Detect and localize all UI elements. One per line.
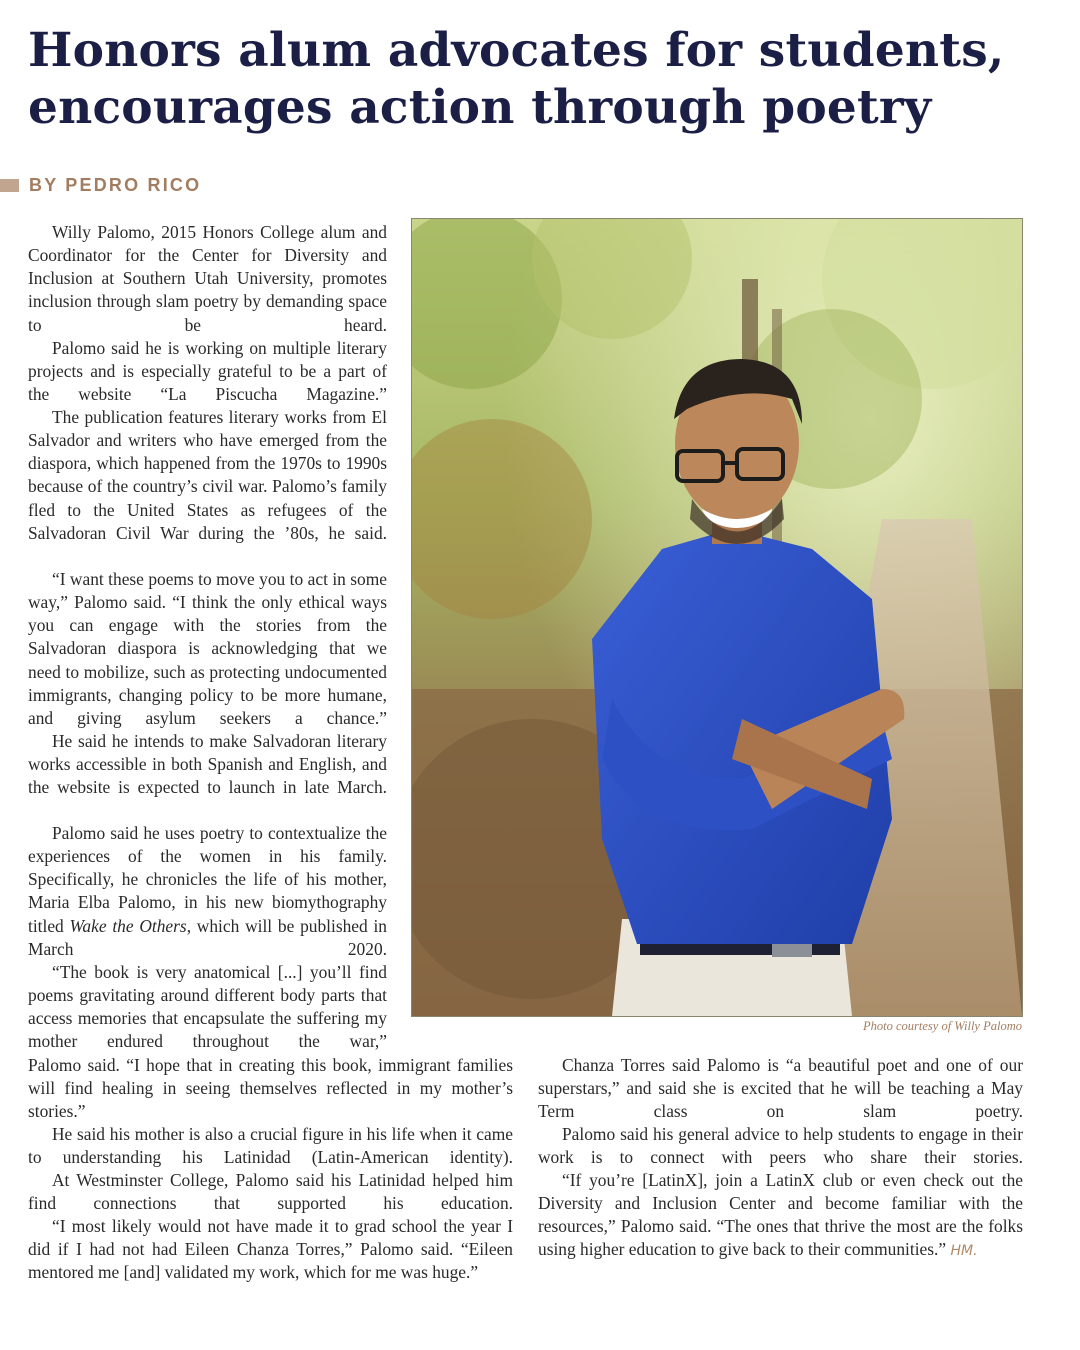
paragraph: Palomo said his general advice to help students to engage in their work is to connect with peers who share their stories. — [538, 1124, 1023, 1168]
paragraph — [28, 822, 387, 961]
paragraph: Willy Palomo, 2015 Honors College alum and Coordinator for the Center for Diversity and Inclusion at Southern Utah University, promotes inclusion through slam poetry by demanding space to be heard. — [28, 222, 387, 335]
paragraph-text: Palomo said he uses poetry to contextualize the experiences of the women in his family. Specifically, he chronicles the life of his mother, Maria Elba Palomo, in his new biomythography titled — [28, 823, 387, 936]
paragraph: “The book is very anatomical [...] you’ll find poems gravitating around different body parts that access memories that encapsulate the suffering my mother endured throughout the war,” — [28, 962, 387, 1052]
paragraph-text: , which will be published in March 2020. — [28, 915, 387, 959]
paragraph: Palomo said he is working on multiple literary projects and is especially grateful to be a part of the website “La Piscucha Magazine.” — [28, 338, 387, 405]
paragraph: Palomo said. “I hope that in creating this book, immigrant families will find healing in seeing themselves reflected in my mother’s stories.” — [28, 1055, 513, 1122]
paragraph: “I most likely would not have made it to grad school the year I did if I had not had Eileen Chanza Torres,” Palomo said. “Eileen mentored me [and] validated my work, which for me was huge.” — [28, 1216, 513, 1283]
paragraph: Chanza Torres said Palomo is “a beautiful poet and one of our superstars,” and said she is excited that he will be teaching a May Term class on slam poetry. — [538, 1055, 1023, 1122]
paragraph: The publication features literary works from El Salvador and writers who have emerged from the diaspora, which happened from the 1970s to 1990s because of the country’s civil war. Palomo’s family fled to the United States as refugees of the Salvadoran Civil War during the ’80s, he said. — [28, 407, 387, 543]
end-mark: HM. — [950, 1243, 978, 1260]
headline-line-1: Honors alum advocates for students, — [28, 23, 1005, 78]
byline-text: BY PEDRO RICO — [29, 174, 202, 195]
portrait-illustration — [412, 219, 1022, 1016]
book-title: Wake the Others — [69, 915, 187, 936]
photo-caption: Photo courtesy of Willy Palomo — [862, 1019, 1022, 1033]
paragraph: He said his mother is also a crucial figure in his life when it came to understanding his Latinidad (Latin-American identity). — [28, 1124, 513, 1168]
byline — [0, 174, 201, 196]
paragraph: At Westminster College, Palomo said his Latinidad helped him find connections that supported his education. — [28, 1170, 513, 1214]
article-headline — [28, 22, 1028, 136]
paragraph: “I want these poems to move you to act in some way,” Palomo said. “I think the only ethical ways you can engage with the stories from the Salvadoran diaspora is acknowledging that we need to mobilize, such as protecting undocumented immigrants, changing policy to be more humane, and giving asylum seekers a chance.” — [28, 569, 387, 728]
headline-line-2: encourages action through poetry — [28, 80, 932, 135]
paragraph-text: “If you’re [LatinX], join a LatinX club or even check out the Diversity and Inclusion Center and become familiar with the resources,” Palomo said. “The ones that thrive the most are the folks using higher education to give back to their communities.” — [538, 1170, 1023, 1260]
byline-accent-bar — [0, 179, 19, 192]
paragraph — [538, 1169, 1023, 1264]
paragraph: He said he intends to make Salvadoran literary works accessible in both Spanish and English, and the website is expected to launch in late March. — [28, 731, 387, 798]
portrait-photo — [411, 218, 1023, 1017]
